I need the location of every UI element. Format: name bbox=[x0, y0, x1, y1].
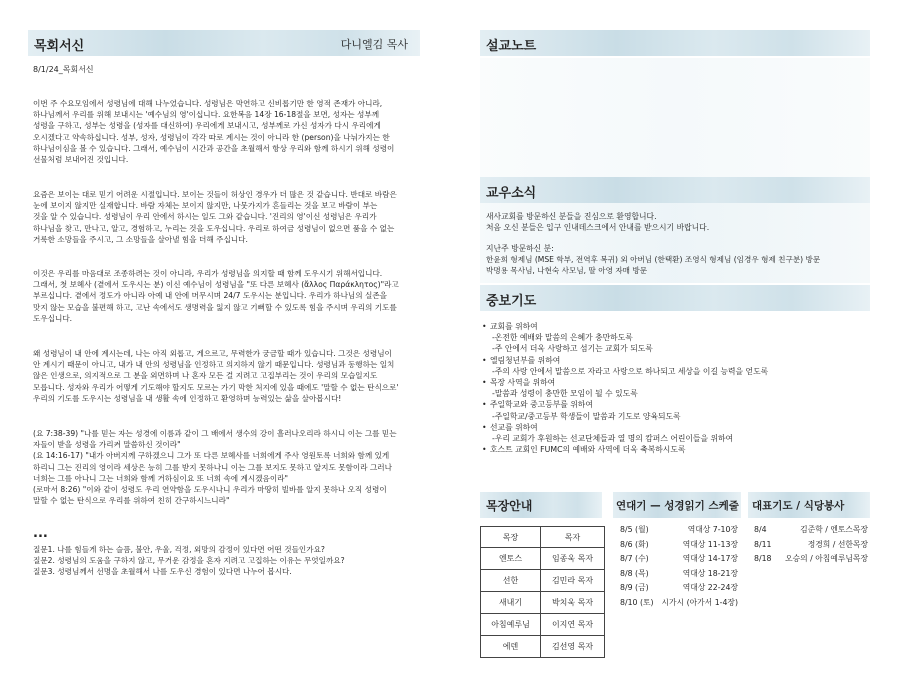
prayer-item: • 엘림청년부를 위하여 bbox=[482, 355, 561, 365]
schedule-date: 8/8 (목) bbox=[620, 568, 649, 578]
rep-assignee: 정경희 / 선한목장 bbox=[807, 539, 868, 549]
text-line: 하나님께서 우리를 위해 보내시는 '예수님의 영'이십니다. 요한복음 14장 16-18절을 보면, 성자는 성부께 bbox=[33, 110, 380, 120]
schedule-header bbox=[613, 492, 741, 518]
schedule-reading: 역대상 7-10장 bbox=[687, 525, 738, 534]
paragraph-4 bbox=[33, 348, 423, 404]
schedule-row bbox=[620, 538, 738, 553]
text-line: 도우십니다. bbox=[33, 313, 73, 323]
prayer-title: 중보기도 bbox=[486, 294, 537, 309]
prayer-header bbox=[480, 285, 870, 311]
table-cell: 박치욱 목자 bbox=[541, 592, 605, 614]
table-cell: 이지연 목자 bbox=[541, 614, 605, 636]
schedule-date: 8/5 (월) bbox=[620, 525, 649, 534]
text-line: 맛지 않는 모습을 불편해 하고, 고난 속에서도 생명력을 잃지 않고 기뻐할 수 있도록 힘을 주시며 우리의 기도를 bbox=[33, 302, 397, 312]
sermon-note-header bbox=[480, 30, 870, 56]
sermon-note-area bbox=[480, 58, 870, 178]
prayer-subitem: -주의 사랑 안에서 말씀으로 자라고 사랑으로 하나되고 세상을 이길 능력을 얻도록 bbox=[492, 366, 769, 376]
bullet-icon: • bbox=[482, 445, 487, 455]
text-line: 오시겠다고 약속하십니다. 성부, 성자, 성령님이 각각 따로 계시는 것이 아니라 한 (person)을 나눠가지는 한 bbox=[33, 132, 390, 142]
mokjang-title: 목장안내 bbox=[486, 499, 533, 513]
schedule-row bbox=[620, 581, 738, 596]
table-cell: 김선영 목자 bbox=[541, 636, 605, 658]
schedule-reading: 시가시 (아가서 1-4장) bbox=[661, 597, 738, 607]
visitor-line-2: 박명용 목사님, 나현숙 사모님, 딸 아영 자매 방문 bbox=[486, 266, 648, 275]
schedule-reading: 역대상 11-13장 bbox=[682, 539, 738, 549]
schedule-row bbox=[620, 596, 738, 611]
rep-assignee: 김준학 / 엔토스목장 bbox=[800, 525, 868, 534]
text-line: 선물처럼 보내어진 것입니다. bbox=[33, 155, 129, 165]
mokja-col-header: 목자 bbox=[541, 527, 605, 548]
bullet-icon: • bbox=[482, 378, 487, 388]
rep-header bbox=[748, 492, 870, 518]
sermon-note-title: 설교노트 bbox=[486, 39, 537, 54]
discussion-questions bbox=[33, 544, 423, 578]
rep-row bbox=[754, 552, 868, 567]
news-title: 교우소식 bbox=[486, 186, 537, 201]
table-cell: 엔토스 bbox=[481, 548, 541, 570]
question-line: 질문1. 나를 힘들게 하는 슬픔, 불안, 우울, 걱정, 외망의 감정이 있다면 어떤 것들인가요? bbox=[33, 545, 325, 554]
scripture-quotes bbox=[33, 428, 423, 506]
text-line: (로마서 8:26) "이와 같이 성령도 우리 연약함을 도우시나니 우리가 마땅히 빌바를 알지 못하나 오직 성령이 bbox=[33, 485, 387, 495]
pastoral-letter-header bbox=[28, 30, 420, 56]
text-line: 안 계시기 때문이 아니고, 내가 내 안의 성령님을 인정하고 의지하지 않기 때문입니다. 성령님과 동행하는 일치 bbox=[33, 360, 395, 370]
rep-date: 8/4 bbox=[754, 525, 767, 534]
date-line: 8/1/24_목회서신 bbox=[33, 65, 94, 74]
schedule-title: 연대기 — 성경읽기 스케줄 bbox=[616, 500, 739, 512]
schedule-date: 8/6 (화) bbox=[620, 539, 649, 549]
bullet-icon: • bbox=[482, 422, 487, 432]
mokjang-header bbox=[480, 492, 602, 518]
bullet-icon: • bbox=[482, 355, 487, 365]
bullet-icon: • bbox=[482, 322, 487, 331]
text-line: 그래서, 첫 보혜사 (곁에서 도우시는 분) 이신 예수님이 성령님을 "또 다른 보혜사 (ἄλλος Παράκλητος)"라고 bbox=[33, 280, 399, 290]
table-cell: 새내기 bbox=[481, 592, 541, 614]
text-line: (요 7:38-39) "나를 믿는 자는 성경에 이름과 같이 그 배에서 생수의 강이 흘러나오리라 하시니 이는 그를 믿는 bbox=[33, 429, 397, 438]
text-line: 하리니 그는 진리의 영이라 세상은 능히 그를 받지 못하나니 이는 그를 보지도 못하고 알지도 못함이라 그러나 bbox=[33, 462, 392, 472]
rep-date: 8/18 bbox=[754, 554, 772, 563]
rep-row bbox=[754, 538, 868, 553]
ellipsis-separator: ... bbox=[33, 526, 48, 541]
schedule-date: 8/9 (금) bbox=[620, 583, 649, 592]
prayer-subitem: -온전한 예배와 말씀의 은혜가 충만하도록 bbox=[492, 333, 633, 343]
bullet-icon: • bbox=[482, 400, 487, 410]
prayer-subitem: -주 안에서 더욱 사랑하고 섬기는 교회가 되도록 bbox=[492, 344, 653, 354]
rep-title: 대표기도 / 식당봉사 bbox=[752, 500, 845, 512]
pastoral-letter-title: 목회서신 bbox=[34, 39, 85, 54]
schedule-date: 8/7 (수) bbox=[620, 554, 649, 563]
text-line: 부르십니다. 곁에서 정도가 아니라 아예 내 안에 머무시며 24/7 도우시는 분입니다. 우리가 하나님의 실존을 bbox=[33, 291, 388, 301]
mokjang-col-header: 목장 bbox=[481, 527, 541, 548]
schedule-row bbox=[620, 567, 738, 582]
text-line: 성령을 구하고, 성부는 성령을 (성자를 대신하여) 우리에게 보내시고, 성부께로 가신 성자가 다시 우리에게 bbox=[33, 121, 381, 131]
rep-list bbox=[754, 523, 868, 567]
visitor-line-1: 한윤희 형제님 (MSE 학부, 전역후 복귀) 외 아버님 (한택환) 조영식 형제님 (임경우 형제 친구분) 방문 bbox=[486, 255, 821, 264]
rep-date: 8/11 bbox=[754, 539, 772, 549]
schedule-date: 8/10 (토) bbox=[620, 597, 654, 607]
question-line: 질문3. 성령님께서 선명을 초월해서 나를 도우신 경험이 있다면 나누어 봅시다. bbox=[33, 567, 292, 577]
text-line: 눈에 보이지 않지만 실재합니다. 바람 자체는 보이지 않지만, 나뭇가지가 흔들리는 것을 보고 바람이 부는 bbox=[33, 201, 378, 211]
text-line: 모릅니다. 성자와 우리가 어떻게 기도해야 할지도 모르는 가기 막한 처지에 있을 때에도 '말할 수 없는 탄식으로' bbox=[33, 382, 399, 392]
schedule-reading: 역대상 18-21장 bbox=[682, 568, 738, 578]
table-cell: 아침예루님 bbox=[481, 614, 541, 636]
pastor-name: 다니엘김 목사 bbox=[340, 38, 408, 51]
text-line: 너희는 그를 아나니 그는 너희와 함께 거하심이요 또 너희 속에 계시겠음이라" bbox=[33, 473, 289, 483]
prayer-item: • 호스트 교회인 FUMC의 예배와 사역에 더욱 축복하시도록 bbox=[482, 445, 686, 455]
question-line: 질문2. 성령님의 도움을 구하지 않고, 무거운 감정을 혼자 지려고 고집하는 이유는 무엇일까요? bbox=[33, 556, 345, 566]
schedule-list bbox=[620, 523, 738, 610]
text-line: 하나님이심을 볼 수 있습니다. 그래서, 예수님이 시간과 공간을 초월해서 항상 우리와 함께 하시기 위해 성령이 bbox=[33, 143, 395, 153]
text-line: (요 14:16-17) "내가 아버지께 구하겠으니 그가 또 다른 보혜사를 너희에게 주사 영원토록 너희와 함께 있게 bbox=[33, 451, 390, 461]
paragraph-3 bbox=[33, 268, 423, 324]
mokjang-table bbox=[480, 526, 605, 658]
text-line: 우리의 기도를 도우시는 성령님을 내 생활 속에 인정하고 환영하며 능력있는 삶을 살아봅시다! bbox=[33, 393, 342, 403]
prayer-subitem: -우리 교회가 후원하는 선교단체들과 열 명의 캄퍼스 어린이들을 위하여 bbox=[492, 434, 734, 444]
text-line: 않은 인생으로, 의지적으로 그 분을 외면하며 나 혼자 모든 걸 지려고 고집부리는 것이 우리의 모습일지도 bbox=[33, 371, 378, 381]
visitor-label: 지난주 방문하신 분: bbox=[486, 244, 554, 253]
schedule-row bbox=[620, 552, 738, 567]
rep-row bbox=[754, 523, 868, 538]
text-line: 거룩한 소망들을 주시고, 그 소망들을 살아낼 힘을 더해 주십니다. bbox=[33, 234, 248, 244]
news-header bbox=[480, 177, 870, 203]
prayer-subitem: -주일학교/중고등부 학생들이 말씀과 기도로 양육되도록 bbox=[492, 411, 681, 421]
prayer-item: • 주일학교와 중고등부를 위하여 bbox=[482, 400, 593, 410]
text-line: 이번 주 수요모임에서 성령님에 대해 나누었습니다. 성령님은 막연하고 신비롭기만 한 영적 존재가 아니라, bbox=[33, 99, 383, 108]
paragraph-1 bbox=[33, 98, 423, 165]
schedule-row bbox=[620, 523, 738, 538]
text-line: 이것은 우리를 마음대로 조종하려는 것이 아니라, 우리가 성령님을 의지할 때 함께 도우시기 위해서입니다. bbox=[33, 269, 383, 278]
prayer-subitem: -말씀과 성령이 충만한 모임이 될 수 있도록 bbox=[492, 389, 638, 399]
text-line: 말할 수 없는 탄식으로 우리를 위하여 친히 간구하시느니라" bbox=[33, 496, 230, 506]
text-line: 자들이 받을 성령을 가리켜 말씀하신 것이라" bbox=[33, 440, 181, 450]
prayer-item: • 선교를 위하여 bbox=[482, 422, 538, 432]
table-cell: 김민라 목자 bbox=[541, 570, 605, 592]
text-line: 요즘은 보이는 대로 믿기 어려운 시절입니다. 보이는 것들이 허상인 경우가 더 많은 것 같습니다. 반대로 바람은 bbox=[33, 190, 397, 199]
rep-assignee: 오승의 / 아침예루님목장 bbox=[785, 554, 868, 563]
schedule-reading: 역대상 22-24장 bbox=[682, 583, 738, 592]
text-line: 왜 성령님이 내 안에 계시는데, 나는 아직 외롭고, 게으르고, 무력한가 궁금할 때가 있습니다. 그것은 성령님이 bbox=[33, 349, 392, 358]
prayer-list bbox=[482, 321, 872, 455]
prayer-item: • 목장 사역을 위하여 bbox=[482, 378, 556, 388]
table-cell: 임종욱 목자 bbox=[541, 548, 605, 570]
news-line-1: 새사교회를 방문하신 분들을 진심으로 환영합니다. bbox=[486, 212, 657, 221]
text-line: 것을 알 수 있습니다. 성령님이 우리 안에서 하시는 일도 그와 같습니다. '진리의 영'이신 성령님은 우리가 bbox=[33, 212, 377, 222]
paragraph-2 bbox=[33, 189, 423, 245]
prayer-item: • 교회를 위하여 bbox=[482, 322, 538, 331]
table-cell: 선한 bbox=[481, 570, 541, 592]
news-line-2: 처음 오신 분들은 입구 인내데스크에서 안내를 받으시기 바랍니다. bbox=[486, 223, 710, 232]
schedule-reading: 역대상 14-17장 bbox=[682, 554, 738, 563]
table-cell: 에덴 bbox=[481, 636, 541, 658]
text-line: 하나님을 찾고, 만나고, 알고, 경험하고, 누리는 것을 도우십니다. 우리로 하여금 성령님이 없으면 품을 수 없는 bbox=[33, 223, 395, 233]
